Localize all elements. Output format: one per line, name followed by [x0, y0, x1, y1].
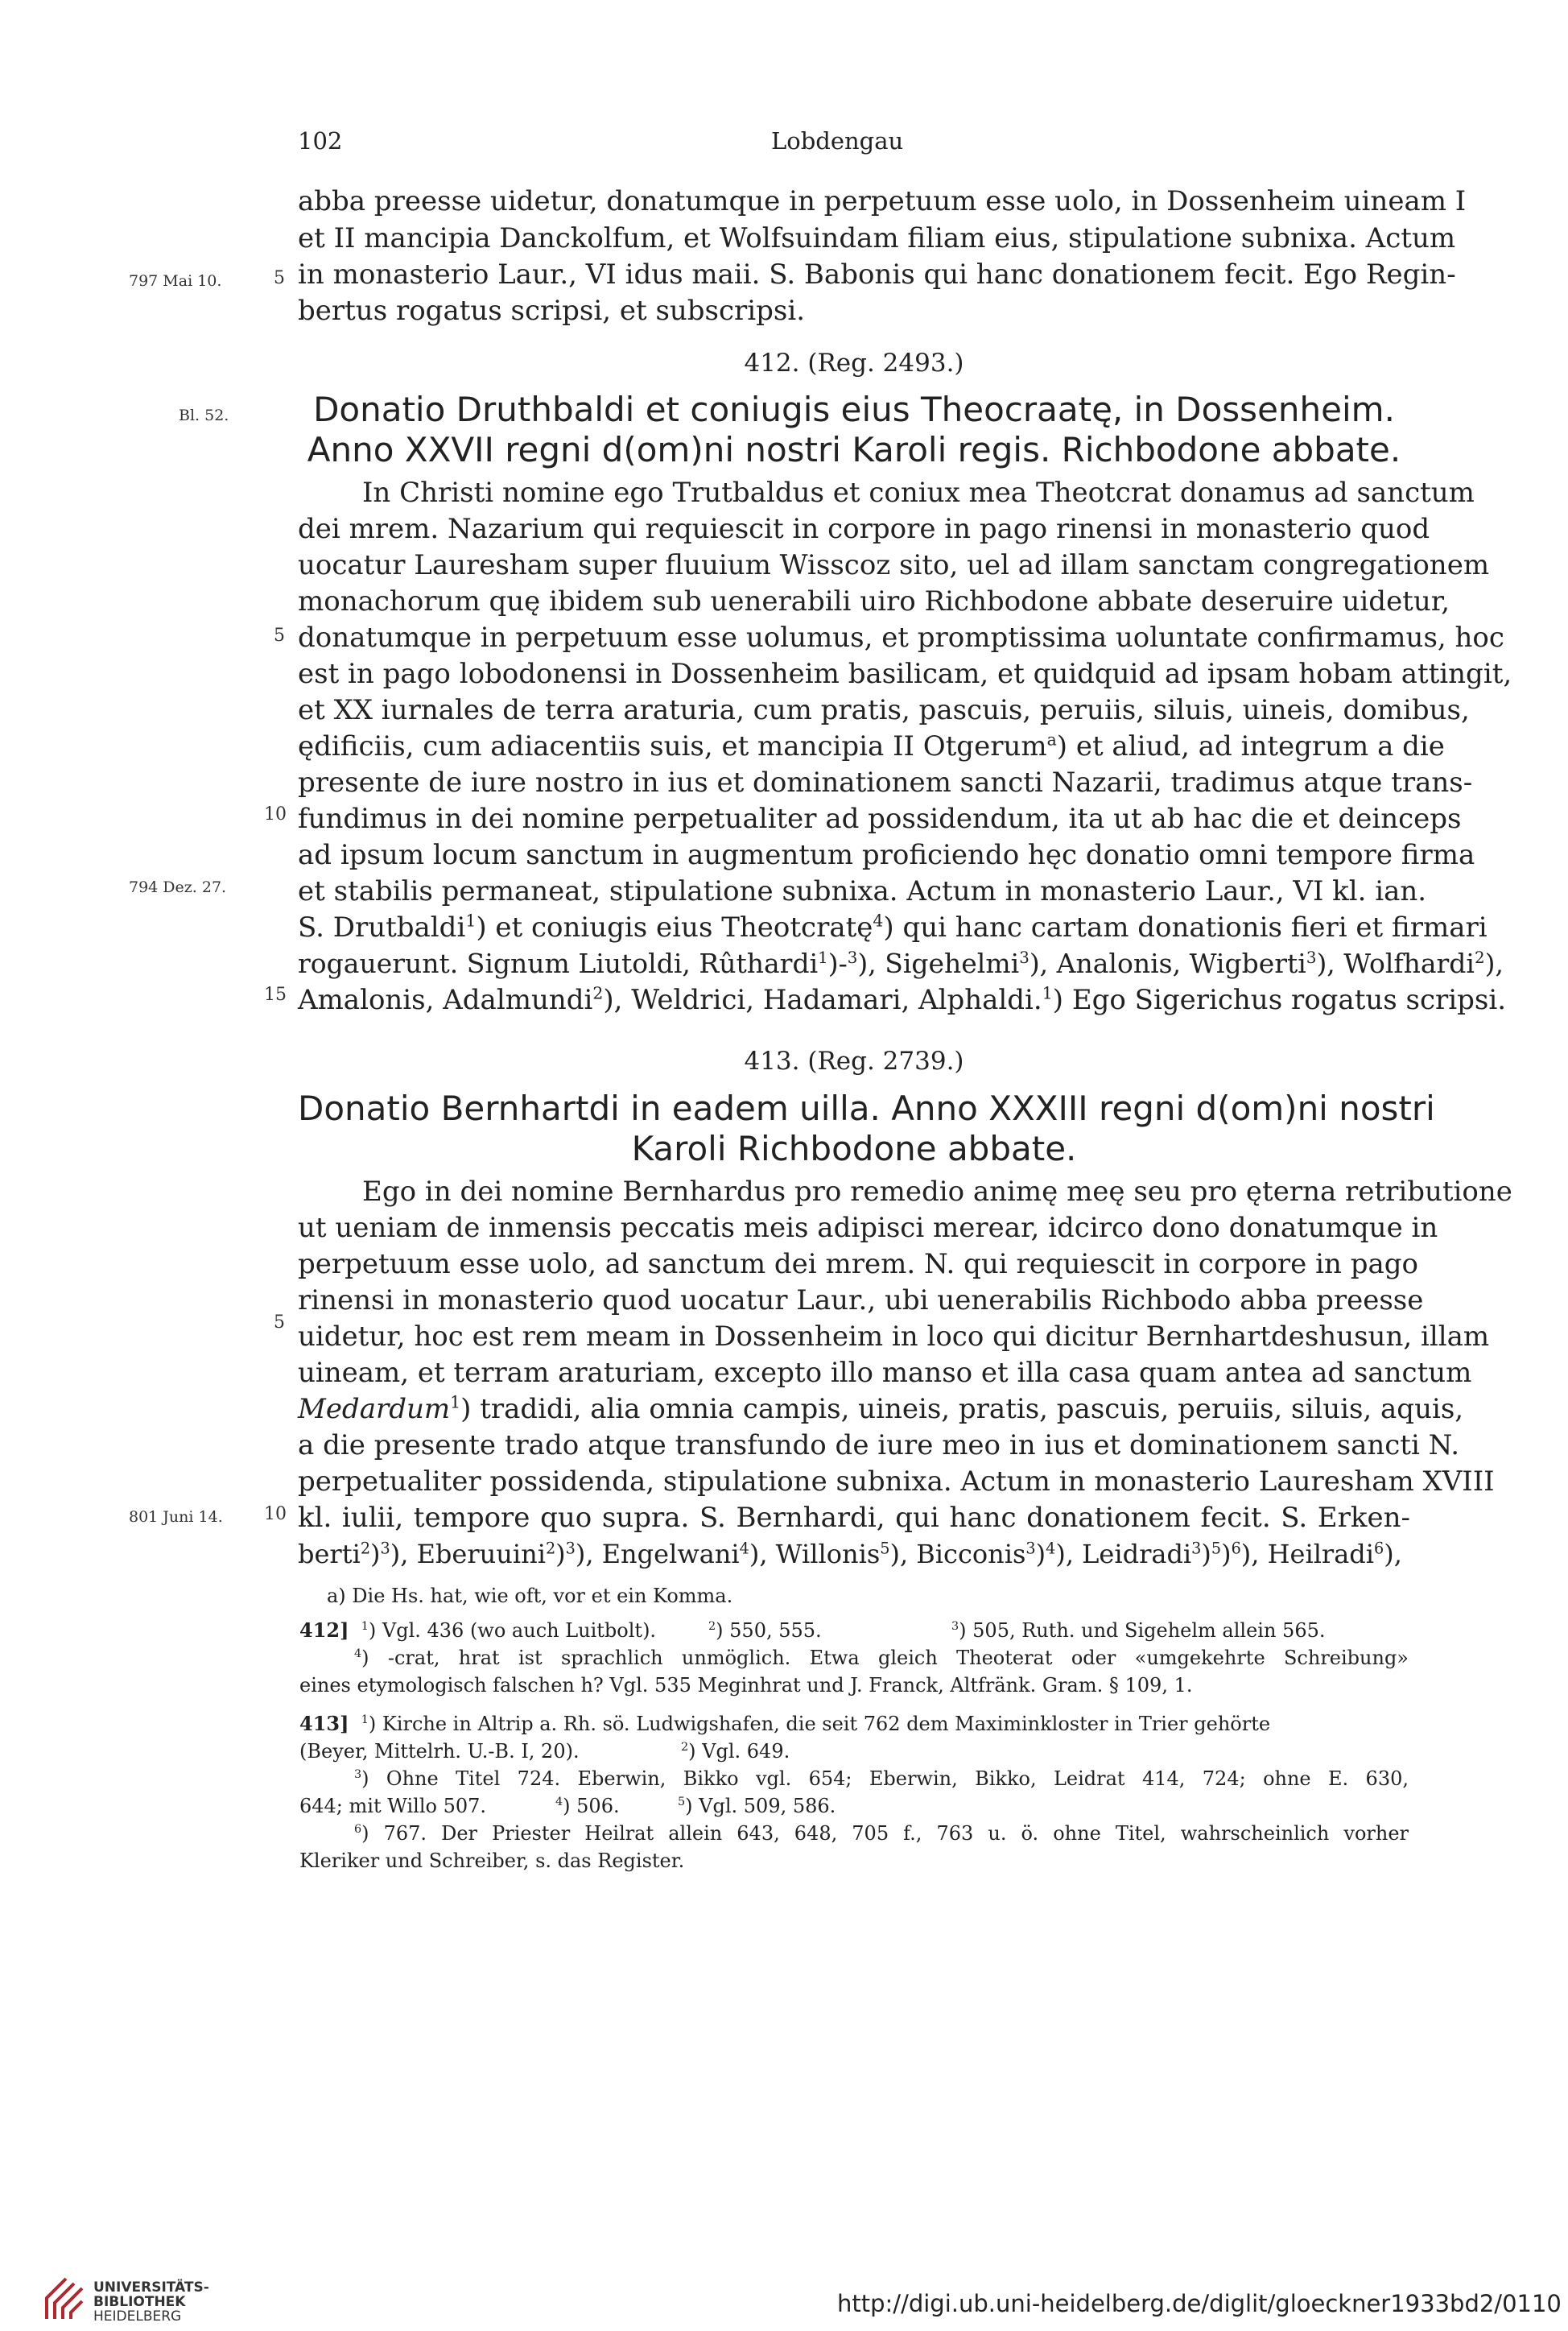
charter-heading: 412. (Reg. 2493.)	[744, 349, 964, 378]
footnote: Vgl. 436 (wo auch Luitbolt).	[382, 1619, 657, 1642]
text-segment: et coniugis eius Theotcratę	[495, 911, 873, 944]
running-title: Lobdengau	[771, 127, 904, 155]
footnote-line: $^2$) Vgl. 649.	[681, 1740, 790, 1763]
text-segment: Medardum	[298, 1393, 451, 1425]
text-line: ut ueniam de inmensis peccatis meis adipisci merear, idcirco dono donatumque in	[298, 1212, 1438, 1244]
text-segment: ędificiis, cum adiacentiis suis, et mancipia II Otgerum	[298, 730, 1047, 763]
footnote: Ohne Titel 724. Eberwin, Bikko vgl. 654; Eberwin, Bikko, Leidrat 414, 724; ohne E. 630,	[386, 1767, 1409, 1790]
footer-bar	[0, 2275, 1568, 2331]
text-line: et XX iurnales de terra araturia, cum pratis, pascuis, peruiis, siluis, uineis, domibus,	[298, 694, 1470, 726]
logo-line: BIBLIOTHEK	[93, 2294, 186, 2310]
text-line: abba preesse uidetur, donatumque in perpetuum esse uolo, in Dossenheim uineam I	[298, 185, 1467, 217]
text-line: presente de iure nostro in ius et dominationem sancti Nazarii, tradimus atque trans-	[298, 767, 1473, 799]
text-line: Amalonis, Adalmundi$^2$), Weldrici, Hadamari, Alphaldi.$^1$) Ego Sigerichus rogatus scripsi.	[298, 983, 1507, 1016]
logo-line: UNIVERSITÄTS-	[93, 2279, 209, 2296]
text-segment: ), Wolfhardi	[1316, 948, 1475, 979]
line-number: 10	[264, 1504, 287, 1524]
text-line: bertus rogatus scripsi, et subscripsi.	[298, 295, 806, 327]
text-line: donatumque in perpetuum esse uolumus, et promptissima uoluntate confirmamus, hoc	[298, 622, 1504, 654]
note-label: 413]	[299, 1712, 349, 1735]
text-segment: Ego Sigerichus rogatus scripsi.	[1071, 984, 1507, 1016]
footnote-line: $^4$) -crat, hrat ist sprachlich unmöglich. Etwa gleich Theoterat oder «umgekehrte Schreibung»	[354, 1647, 1409, 1669]
text-line: est in pago lobodonensi in Dossenheim basilicam, et quidquid ad ipsam hobam attingit,	[298, 658, 1512, 690]
line-number: 5	[274, 626, 285, 646]
footnote: Kleriker und Schreiber, s. das Register.	[299, 1850, 685, 1872]
footnote: eines etymologisch falschen h? Vgl. 535 Meginhrat und J. Franck, Altfränk. Gram. § 109, 1.	[299, 1674, 1193, 1697]
line-number: 5	[274, 268, 285, 288]
text-segment: et aliud, ad integrum a die	[1075, 730, 1445, 763]
text-line: rogauerunt. Signum Liutoldi, Rûthardi$^1$)-$^3$), Sigehelmi$^3$), Analonis, Wigberti$^3$), Wolfhardi$^2$),	[298, 948, 1504, 979]
footnote-line: $^3$) Ohne Titel 724. Eberwin, Bikko vgl. 654; Eberwin, Bikko, Leidrat 414, 724; ohne E. 630,	[354, 1767, 1409, 1790]
text-line: Ego in dei nomine Bernhardus pro remedio animę meę seu pro ęterna retributione	[362, 1176, 1512, 1208]
text-segment: rogauerunt. Signum Liutoldi, Rûthardi	[298, 948, 819, 979]
footnote: -crat, hrat ist sprachlich unmöglich. Etwa gleich Theoterat oder «umgekehrte Schreibung»	[387, 1647, 1409, 1669]
text-line: in monasterio Laur., VI idus maii. S. Babonis qui hanc donationem fecit. Ego Regin-	[298, 258, 1456, 291]
footnote: 644; mit Willo 507.	[299, 1795, 487, 1817]
footnote-line: $^2$) 550, 555.	[708, 1619, 822, 1642]
text-line: ad ipsum locum sanctum in augmentum proficiendo hęc donatio omni tempore firma	[298, 839, 1475, 871]
footnote-line: $^6$) 767. Der Priester Heilrat allein 643, 648, 705 f., 763 u. ö. ohne Titel, wahrscheinlich vorher	[354, 1822, 1409, 1845]
text-line: S. Drutbaldi$^1$) et coniugis eius Theotcratę$^4$) qui hanc cartam donationis fieri et firmari	[298, 911, 1488, 944]
charter-title: Donatio Druthbaldi et coniugis eius Theocraatę, in Dossenheim.	[313, 390, 1395, 429]
text-segment: , Sigehelmi	[868, 948, 1020, 979]
text-line: uineam, et terram araturiam, excepto illo manso et illa casa quam antea ad sanctum	[298, 1357, 1472, 1389]
text-segment: ), Leidradi	[1055, 1539, 1192, 1569]
footnote-line: $^4$) 506.	[555, 1795, 620, 1817]
text-line: Medardum$^1$) tradidi, alia omnia campis, uineis, pratis, pascuis, peruiis, siluis, aquis,	[298, 1392, 1464, 1425]
footnote: 767. Der Priester Heilrat allein 643, 648, 705 f., 763 u. ö. ohne Titel, wahrscheinlich vorher	[383, 1822, 1409, 1845]
margin-date-801: 801 Juni 14.	[129, 1508, 223, 1526]
page-number: 102	[298, 127, 343, 155]
text-segment: berti	[298, 1539, 361, 1569]
text-line: In Christi nomine ego Trutbaldus et coniux mea Theotcrat donamus ad sanctum	[362, 477, 1475, 509]
footnote: Vgl. 509, 586.	[699, 1795, 836, 1817]
footnote: (Beyer, Mittelrh. U.-B. I, 20).	[299, 1740, 580, 1763]
text-segment: qui hanc cartam donationis fieri et firmari	[902, 911, 1488, 944]
footnote-line: $^5$) Vgl. 509, 586.	[678, 1795, 836, 1817]
charter-title: Karoli Richbodone abbate.	[631, 1129, 1077, 1168]
text-segment: ), Analonis, Wigberti	[1029, 948, 1306, 979]
footnote-line: $^3$) 505, Ruth. und Sigehelm allein 565.	[951, 1619, 1326, 1642]
margin-date-794: 794 Dez. 27.	[129, 878, 227, 896]
text-line: kl. iulii, tempore quo supra. S. Bernhardi, qui hanc donationem fecit. S. Erken-	[298, 1502, 1410, 1534]
footnote: 505, Ruth. und Sigehelm allein 565.	[972, 1619, 1326, 1642]
text-line: monachorum quę ibidem sub uenerabili uiro Richbodone abbate deseruire uidetur,	[298, 585, 1450, 618]
text-segment: ), Bicconis	[889, 1539, 1026, 1569]
footnote: Vgl. 649.	[702, 1740, 790, 1763]
text-segment: S. Drutbaldi	[298, 911, 466, 944]
text-line: berti$^2$)$^3$), Eberuuini$^2$)$^3$), Engelwani$^4$), Willonis$^5$), Bicconis$^3$)$^4$), Leidradi$^3$)$^5$)$^6$), Heilradi$^6$),	[298, 1539, 1402, 1569]
margin-date-797: 797 Mai 10.	[129, 272, 222, 290]
text-line: perpetuum esse uolo, ad sanctum dei mrem. N. qui requiescit in corpore in pago	[298, 1248, 1418, 1280]
line-number: 10	[264, 804, 287, 825]
charter-title: Anno XXVII regni d(om)ni nostri Karoli regis. Richbodone abbate.	[307, 430, 1401, 469]
text-line: ędificiis, cum adiacentiis suis, et mancipia II Otgerum$^a$) et aliud, ad integrum a die	[298, 729, 1445, 763]
footnote-line: 412] $^1$) Vgl. 436 (wo auch Luitbolt).	[299, 1618, 657, 1642]
text-line: dei mrem. Nazarium qui requiescit in corpore in pago rinensi in monasterio quod	[298, 513, 1430, 545]
text-line: uocatur Lauresham super fluuium Wisscoz sito, uel ad illam sanctam congregationem	[298, 549, 1490, 581]
text-segment: ), Heilradi	[1240, 1539, 1375, 1569]
logo-line: HEIDELBERG	[93, 2308, 182, 2325]
text-line: a die presente trado atque transfundo de iure meo in ius et dominationem sancti N.	[298, 1429, 1460, 1461]
charter-title: Donatio Bernhartdi in eadem uilla. Anno XXXIII regni d(om)ni nostri	[298, 1089, 1435, 1128]
footnote: 506.	[576, 1795, 620, 1817]
source-url-link[interactable]: http://digi.ub.uni-heidelberg.de/diglit/gloeckner1933bd2/0110	[837, 2290, 1562, 2317]
text-segment: tradidi, alia omnia campis, uineis, pratis, pascuis, peruiis, siluis, aquis,	[480, 1393, 1464, 1425]
text-segment: ), Weldrici, Hadamari, Alphaldi.	[603, 984, 1042, 1016]
text-segment: ),	[1384, 1539, 1402, 1569]
margin-leaf-note: Bl. 52.	[179, 407, 229, 424]
text-segment: Amalonis, Adalmundi	[298, 984, 593, 1016]
footnote: Kirche in Altrip a. Rh. sö. Ludwigshafen, die seit 762 dem Maximinkloster in Trier gehörte	[382, 1713, 1271, 1735]
line-number: 5	[274, 1312, 285, 1333]
text-line: uidetur, hoc est rem meam in Dossenheim in loco qui dicitur Bernhartdeshusun, illam	[298, 1320, 1490, 1353]
text-segment: ), Eberuuini	[390, 1539, 546, 1569]
text-line: fundimus in dei nomine perpetualiter ad possidendum, ita ut ab hac die et deinceps	[298, 803, 1462, 835]
footnote: 550, 555.	[729, 1619, 822, 1642]
university-logo-icon	[42, 2275, 87, 2324]
apparatus-note: a) Die Hs. hat, wie oft, vor et ein Komma.	[327, 1585, 733, 1607]
text-line: perpetualiter possidenda, stipulatione subnixa. Actum in monasterio Lauresham XVIII	[298, 1465, 1495, 1498]
text-line: et stabilis permaneat, stipulatione subnixa. Actum in monasterio Laur., VI kl. ian.	[298, 875, 1427, 907]
text-line: et II mancipia Danckolfum, et Wolfsuindam filiam eius, stipulatione subnixa. Actum	[298, 222, 1456, 254]
footnote-line: 413] $^1$) Kirche in Altrip a. Rh. sö. Ludwigshafen, die seit 762 dem Maximinkloster in Trier gehörte	[299, 1712, 1271, 1735]
line-number: 15	[264, 985, 287, 1005]
charter-heading: 413. (Reg. 2739.)	[744, 1047, 964, 1076]
university-logo-text	[93, 2280, 209, 2324]
text-line: rinensi in monasterio quod uocatur Laur., ubi uenerabilis Richbodo abba preesse	[298, 1284, 1424, 1316]
text-segment: ), Engelwani	[575, 1539, 740, 1569]
text-segment: ), Willonis	[749, 1539, 881, 1569]
note-label: 412]	[299, 1618, 349, 1642]
